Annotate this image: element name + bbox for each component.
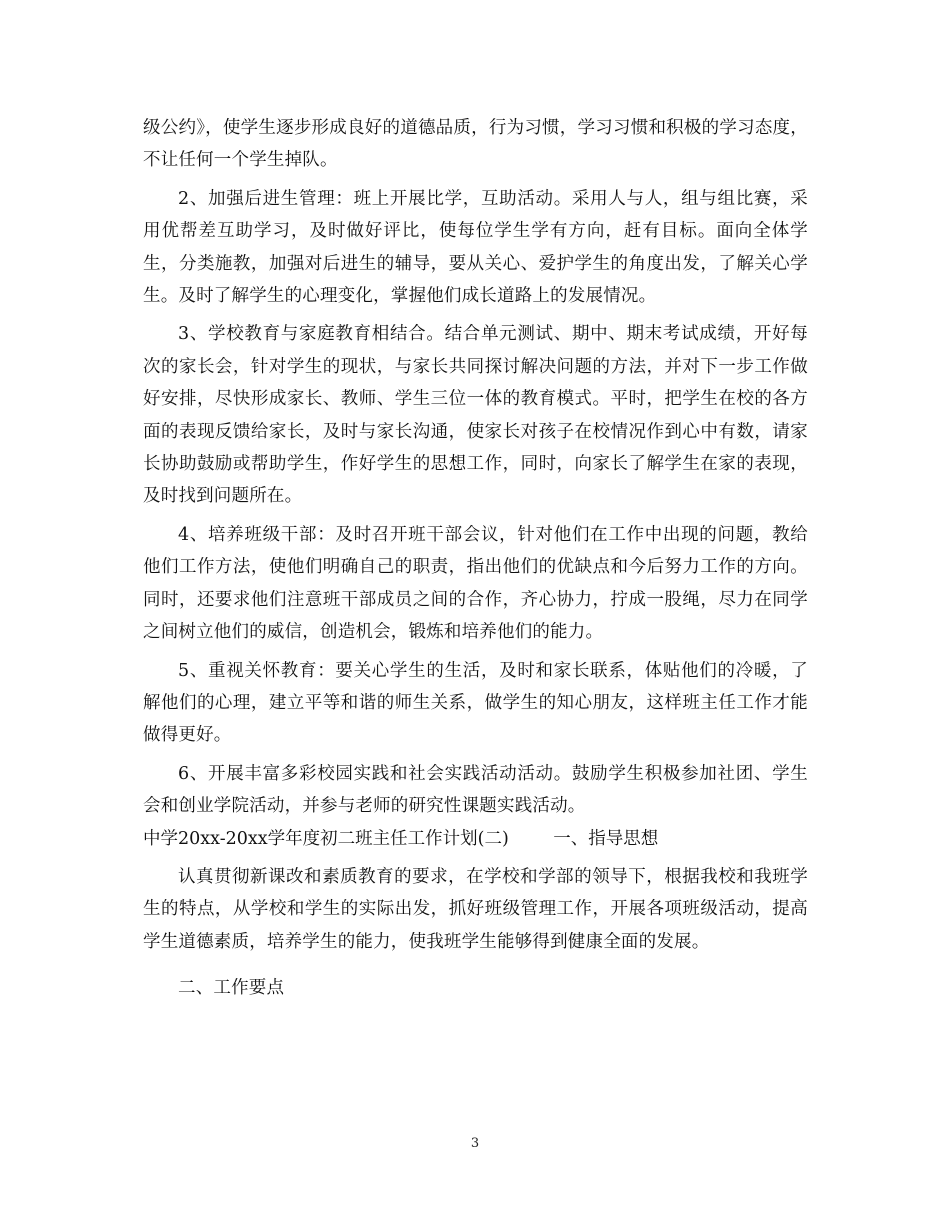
document-body (143, 112, 808, 1005)
work-points-heading: 二、工作要点 (178, 978, 285, 999)
paragraph-campus-activities: 6、开展丰富多彩校园实践和社会实践活动活动。鼓励学生积极参加社团、学生会和创业学院活动，并参与老师的研究性课题实践活动。 (143, 763, 808, 817)
paragraph-care-education: 5、重视关怀教育：要关心学生的生活，及时和家长联系，体贴他们的冷暖，了解他们的心理，建立平等和谐的师生关系，做学生的知心朋友，这样班主任工作才能做得更好。 (143, 660, 808, 746)
section-subtitle: 一、指导思想 (553, 828, 659, 849)
paragraph-class-convention: 级公约》，使学生逐步形成良好的道德品质，行为习惯，学习习惯和积极的学习态度，不让任何一个学生掉队。 (143, 118, 808, 171)
paragraph-guiding-thought: 认真贯彻新课改和素质教育的要求，在学校和学部的领导下，根据我校和我班学生的特点，从学校和学生的实际出发，抓好班级管理工作，开展各项班级活动，提高学生道德素质，培养学生的能力，使我班学生能够得到健康全面的发展。 (143, 866, 808, 952)
paragraph-class-cadres: 4、培养班级干部：及时召开班干部会议，针对他们在工作中出现的问题，教给他们工作方法，使他们明确自己的职责，指出他们的优缺点和今后努力工作的方向。同时，还要求他们注意班干部成员之间的合作，齐心协力，拧成一股绳，尽力在同学之间树立他们的威信，创造机会，锻炼和培养他们的能力。 (143, 524, 808, 643)
paragraph-school-family-education: 3、学校教育与家庭教育相结合。结合单元测试、期中、期末考试成绩，开好每次的家长会，针对学生的现状，与家长共同探讨解决问题的方法，并对下一步工作做好安排，尽快形成家长、教师、学生三位一体的教育模式。平时，把学生在校的各方面的表现反馈给家长，及时与家长沟通，使家长对孩子在校情况作到心中有数，请家长协助鼓励或帮助学生，作好学生的思想工作，同时，向家长了解学生在家的表现，及时找到问题所在。 (143, 324, 808, 507)
section-title-line (143, 823, 808, 855)
page-number: 3 (470, 1136, 480, 1151)
paragraph-underachiever-management: 2、加强后进生管理：班上开展比学，互助活动。采用人与人，组与组比赛，采用优帮差互助学习，及时做好评比，使每位学生学有方向，赶有目标。面向全体学生，分类施教，加强对后进生的辅导，要从关心、爱护学生的角度出发，了解关心学生。及时了解学生的心理变化，掌握他们成长道路上的发展情况。 (143, 188, 808, 307)
paragraph-gap (143, 958, 808, 972)
section-title: 中学20xx-20xx学年度初二班主任工作计划(二) (143, 828, 509, 849)
